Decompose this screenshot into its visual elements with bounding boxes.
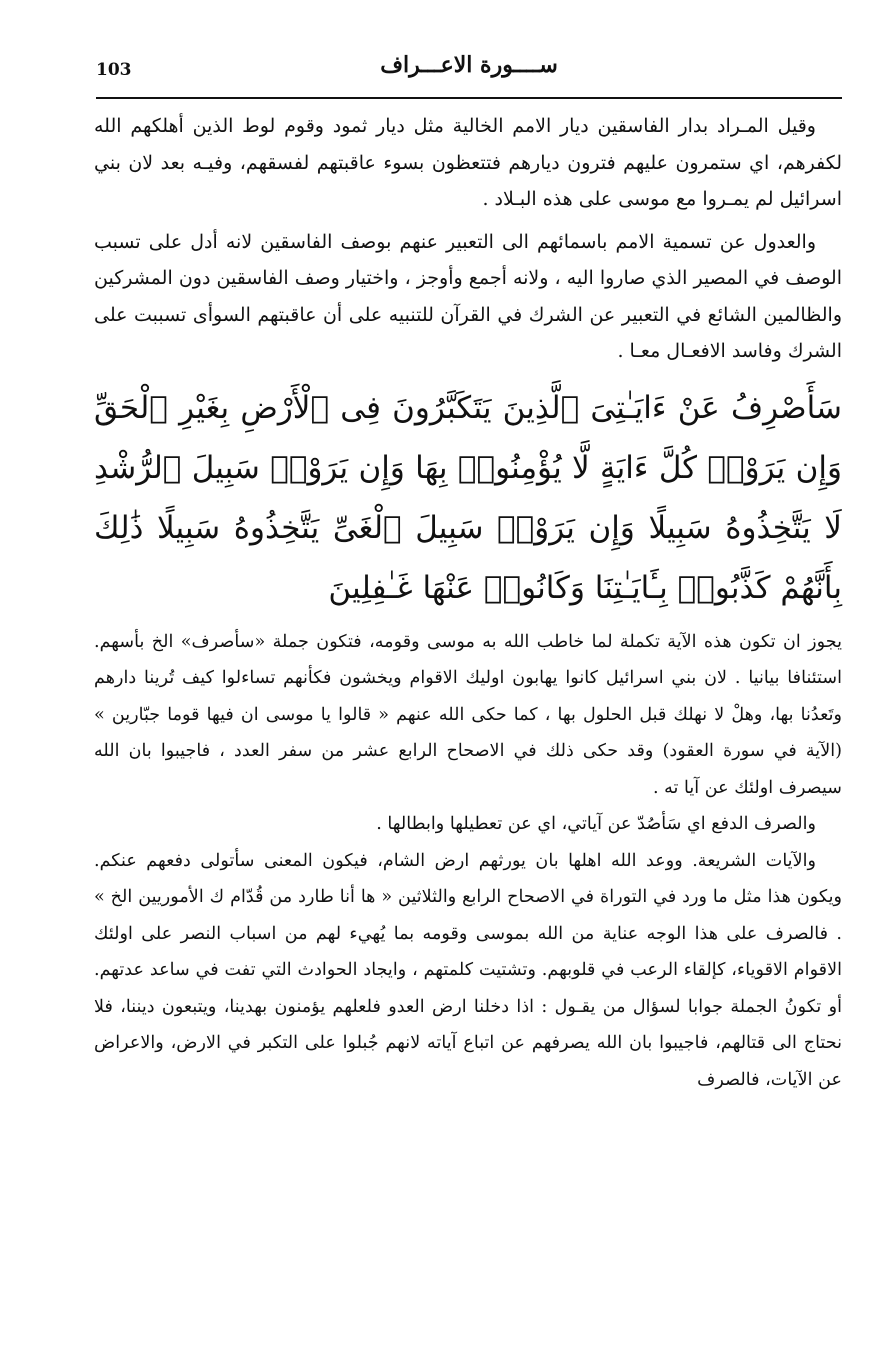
commentary-paragraph-1: يجوز ان تكون هذه الآية تكملة لما خاطب الله به موسى وقومه، فتكون جملة «سأصرف» الخ بأسهم. استئنافا بيانيا . لان بني اسرائيل كانوا يهابون اوليك الاقوام ويخشون فكأنهم تساءلوا كيف تُرينا دارهم وتَعدُنا بها، وهلْ لا نهلك قبل الحلول بها ، كما حكى الله عنهم « قالوا يا موسى ان فيها قوما جبّارين » (الآية في سورة العقود) وقد حكى ذلك في الاصحاح الرابع عشر من سفر العدد ، فاجيبوا بان الله سيصرف اولئك عن آيا ته . <box>94 631 842 798</box>
quran-verse: سَأَصْرِفُ عَنْ ءَايَـٰتِىَ ٱلَّذِينَ يَتَكَبَّرُونَ فِى ٱلْأَرْضِ بِغَيْرِ ٱلْحَقِّ وَإِن يَرَوْا۟ كُلَّ ءَايَةٍ لَّا يُؤْمِنُوا۟ بِهَا وَإِن يَرَوْا۟ سَبِيلَ ٱلرُّشْدِ لَا يَتَّخِذُوهُ سَبِيلًا وَإِن يَرَوْا۟ سَبِيلَ ٱلْغَىِّ يَتَّخِذُوهُ سَبِيلًا ذَٰلِكَ بِأَنَّهُمْ كَذَّبُوا۟ بِـَٔايَـٰتِنَا وَكَانُوا۟ عَنْهَا غَـٰفِلِينَ <box>94 389 842 606</box>
surah-title: ســــورة الاعـــراف <box>380 52 558 78</box>
page-header <box>96 50 842 90</box>
page-number: 103 <box>96 60 132 80</box>
header-rule <box>96 97 842 99</box>
paragraph-2: والعدول عن تسمية الامم باسمائهم الى التعبير عنهم بوصف الفاسقين لانه أدل على تسبب الوصف في المصير الذي صاروا اليه ، ولانه أجمع وأوجز ، واختيار وصف الفاسقين دون المشركين والظالمين الشائع في التعبير عن الشرك في القرآن للتنبيه على أن عاقبتهم السوأى تسببت على الشرك وفاسد الافعـال معـا . <box>94 230 842 362</box>
commentary-paragraph-2: والصرف الدفع اي سَأصُدّ عن آياتي، اي عن تعطيلها وابطالها . <box>376 814 816 834</box>
commentary-paragraph-3: والآيات الشريعة. ووعد الله اهلها بان يورثهم ارض الشام، فيكون المعنى سأتولى دفعهم عنكم. ويكون هذا مثل ما ورد في التوراة في الاصحاح الرابع والثلاثين « ها أنا طارد من قُدّام ك الأموريين الخ » . فالصرف على هذا الوجه عناية من الله بموسى وقومه بما يُهيء لهم من اسباب النصر على اولئك الاقوام الاقوياء، كإلقاء الرعب في قلوبهم. وتشتيت كلمتهم ، وايجاد الحوادث التي تفت في ساعد عدتهم. أو تكونُ الجملة جوابا لسؤال من يقـول : اذا دخلنا ارض العدو فلعلهم يؤمنون بهدينا، ويتبعون ديننا، فلا نحتاج الى قتالهم، فاجيبوا بان الله يصرفهم عن اتباع آياته لانهم جُبلوا على التكبر في الارض، والاعراض عن الآيات، فالصرف <box>94 850 842 1090</box>
page-body <box>94 108 842 1328</box>
paragraph-1: وقيل المـراد بدار الفاسقين ديار الامم الخالية مثل ديار ثمود وقوم لوط الذين أهلكهم الله لكفرهم، اي ستمرون عليهم فترون ديارهم فتتعظون بسوء عاقبتهم لفسقهم، وفيـه بعد لان بني اسرائيل لم يمـروا مع موسى على هذه البـلاد . <box>94 115 842 210</box>
